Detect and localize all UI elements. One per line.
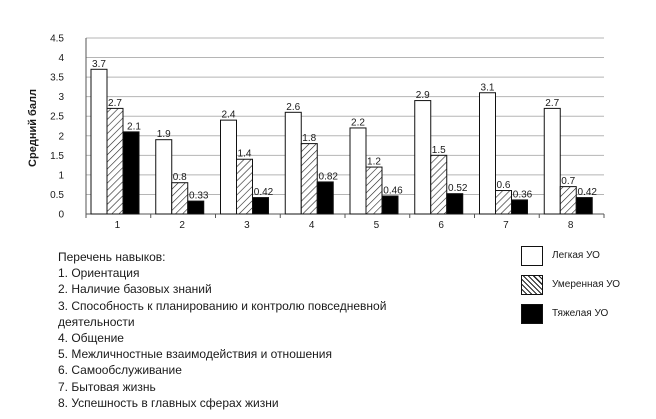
skill-item: 5. Межличностные взаимодействия и отношения <box>58 347 332 362</box>
x-tick-label: 4 <box>308 220 315 231</box>
y-tick-label: 2.5 <box>50 111 64 123</box>
y-tick-label: 0.5 <box>50 189 64 201</box>
bar <box>237 159 253 214</box>
bar <box>366 167 382 214</box>
skill-item: 3. Способность к планированию и контролю повседневной <box>58 298 387 313</box>
bar <box>317 182 333 214</box>
bar <box>415 101 431 214</box>
bar <box>301 144 317 214</box>
data-label: 2.2 <box>351 117 365 129</box>
legend-swatch-black <box>521 304 543 324</box>
data-label: 0.52 <box>448 183 468 195</box>
bar <box>560 187 576 214</box>
legend-swatch-hatched <box>521 275 543 295</box>
data-label: 1.8 <box>302 133 317 145</box>
skill-item: 7. Бытовая жизнь <box>58 379 156 394</box>
legend-item-light <box>521 246 651 266</box>
skill-item: 8. Успешность в главных сферах жизни <box>58 395 279 410</box>
bar <box>172 183 188 214</box>
legend-item-severe <box>521 304 651 324</box>
data-label: 0.42 <box>577 187 597 199</box>
skills-heading: Перечень навыков: <box>58 250 166 264</box>
data-label: 0.7 <box>561 176 576 188</box>
data-label: 2.7 <box>545 97 560 109</box>
bar <box>576 198 592 214</box>
data-label: 0.6 <box>496 180 511 192</box>
x-tick-label: 1 <box>114 220 121 231</box>
bar <box>382 196 398 214</box>
bar <box>91 69 107 214</box>
y-tick-label: 0 <box>58 209 64 221</box>
data-label: 1.4 <box>237 148 252 160</box>
data-label: 0.82 <box>318 171 338 183</box>
data-label: 2.7 <box>108 97 122 109</box>
bar <box>285 112 301 214</box>
bar <box>512 200 528 214</box>
x-tick-label: 8 <box>567 220 574 231</box>
data-label: 2.6 <box>286 101 301 113</box>
y-axis-label: Средний балл <box>27 89 39 167</box>
data-label: 0.36 <box>512 189 533 201</box>
x-tick-label: 6 <box>438 220 444 231</box>
skill-item: деятельности <box>58 314 135 329</box>
y-tick-label: 1.5 <box>50 150 64 162</box>
data-label: 0.33 <box>189 190 209 202</box>
x-tick-label: 2 <box>179 220 185 231</box>
data-label: 2.1 <box>127 121 141 133</box>
data-label: 0.8 <box>172 172 187 184</box>
data-label: 3.7 <box>92 58 106 70</box>
bar <box>156 140 172 214</box>
skill-item: 2. Наличие базовых знаний <box>58 282 212 297</box>
bar <box>123 132 139 214</box>
x-tick-label: 5 <box>373 220 380 231</box>
skill-item: 6. Самообслуживание <box>58 363 182 378</box>
bar <box>544 108 560 214</box>
legend-label: Умеренная УО <box>552 279 621 290</box>
legend-label: Тяжелая УО <box>552 308 609 319</box>
bar <box>447 194 463 214</box>
data-label: 0.42 <box>253 187 274 199</box>
data-label: 1.9 <box>156 129 171 141</box>
bar <box>221 120 237 214</box>
skill-item: 1. Ориентация <box>58 266 140 281</box>
bar <box>188 201 204 214</box>
data-label: 2.4 <box>221 109 236 121</box>
bar <box>253 198 269 214</box>
bar <box>431 155 447 214</box>
data-label: 3.1 <box>480 82 495 94</box>
legend-label: Легкая УО <box>552 250 600 261</box>
skill-item: 4. Общение <box>58 331 124 346</box>
x-tick-label: 3 <box>244 220 250 231</box>
y-tick-label: 4 <box>58 53 64 65</box>
legend-item-moderate <box>521 275 651 295</box>
bar <box>480 93 496 214</box>
skills-list <box>58 249 386 411</box>
x-tick-label: 7 <box>503 220 509 231</box>
bar <box>107 108 123 214</box>
bar <box>350 128 366 214</box>
data-label: 2.9 <box>415 90 430 102</box>
data-label: 0.46 <box>383 185 403 197</box>
data-label: 1.5 <box>431 144 446 156</box>
y-tick-label: 3.5 <box>50 72 64 84</box>
y-tick-label: 2 <box>58 131 64 143</box>
bar <box>496 191 512 214</box>
y-tick-label: 4.5 <box>50 33 64 45</box>
data-label: 1.2 <box>367 156 381 168</box>
y-tick-label: 3 <box>58 92 64 104</box>
legend-swatch-white <box>521 246 543 266</box>
y-tick-label: 1 <box>58 170 64 182</box>
